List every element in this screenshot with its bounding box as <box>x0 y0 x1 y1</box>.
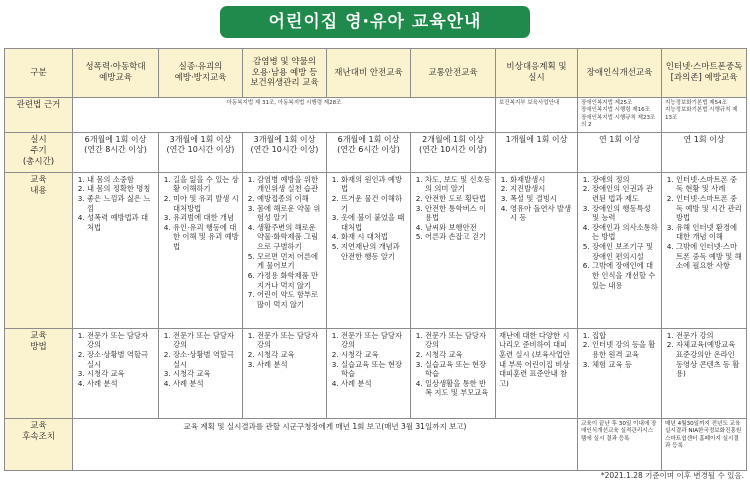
list-item: 3. 장애인의 행동특성 및 능력 <box>592 204 658 223</box>
followup-row-label: 교육 후속조치 <box>5 418 73 470</box>
method-row-label: 교육 방법 <box>5 328 73 418</box>
column-header: 비상대응계획 및 실시 <box>496 49 578 98</box>
list-item: 4. 장애인과 의사소통하는 방법 <box>592 223 658 242</box>
item-list <box>162 175 239 252</box>
list-item: 7. 어린이 약도 함부로 많이 먹지 않기 <box>257 290 323 309</box>
period-cell: 연 1회 이상 <box>578 132 662 172</box>
list-item: 3. 몸에 해로운 약물 위험성 알기 <box>257 204 323 223</box>
list-item: 4. 영유아 돌연사 발생시 등 <box>510 204 574 223</box>
list-item: 4. 성폭력 예방법과 대처법 <box>87 213 155 232</box>
list-item: 2. 내 몸의 정확한 명칭 <box>87 184 155 194</box>
list-item: 2. 미아 및 유괴 발생 시 대처방법 <box>173 194 239 213</box>
content-cell <box>578 172 662 328</box>
list-item: 2. 장소·상황별 역할극 실시 <box>87 350 155 369</box>
list-item: 4. 화재 시 대처법 <box>341 232 407 242</box>
list-item: 3. 시청각 교육 <box>87 369 155 379</box>
list-item: 2. 시청각 교육 <box>257 350 323 360</box>
content-cell <box>411 172 496 328</box>
item-list <box>414 331 492 398</box>
method-cell <box>327 328 411 418</box>
column-header: 감염병 및 약물의 오용·남용 예방 등 보건위생관리 교육 <box>243 49 327 98</box>
list-item: 2. 예방접종의 이해 <box>257 194 323 204</box>
followup-disability: 교육이 끝난 후 30일 이내에 장애인식개선교육 실적관리시스템에 실시 결과 등록 <box>578 418 662 470</box>
item-list <box>330 175 407 262</box>
list-item: 3. 안전한 통학버스 이용법 <box>425 204 492 223</box>
list-item: 4. 생활주변의 해로운 약물·화학제품 그림으로 구별하기 <box>257 223 323 252</box>
column-header: 인터넷·스마트폰중독 [과의존] 예방교육 <box>662 49 747 98</box>
column-header: 장애인식개선교육 <box>578 49 662 98</box>
list-item: 4. 일상생활을 통한 반복 지도 및 부모교육 <box>425 379 492 398</box>
item-list <box>581 331 658 370</box>
list-item: 3. 사례 분석 <box>257 360 323 370</box>
list-item: 4. 사례 분석 <box>173 379 239 389</box>
list-item: 1. 내 몸의 소중함 <box>87 175 155 185</box>
period-cell: 3개월에 1회 이상 (연간 10시간 이상) <box>159 132 243 172</box>
method-cell <box>159 328 243 418</box>
method-cell <box>411 328 496 418</box>
list-item: 2. 장소·상황별 역할극 실시 <box>173 350 239 369</box>
list-item: 1. 화재의 원인과 예방법 <box>341 175 407 194</box>
list-item: 2. 자체교육(예방교육 표준강의안 온라인 동영상 콘텐츠 등 활용) <box>676 340 743 379</box>
list-item: 5. 모르면 먼저 어른에게 물어보기 <box>257 252 323 271</box>
list-item: 2. 시청각 교육 <box>425 350 492 360</box>
list-item: 2. 시청각 교육 <box>341 350 407 360</box>
list-item: 1. 전문가 또는 담당자 강의 <box>257 331 323 350</box>
content-cell <box>159 172 243 328</box>
education-table <box>4 48 747 471</box>
list-item: 4. 그밖에 인터넷·스마트폰 중독 예방 및 해소에 필요한 사항 <box>676 242 743 271</box>
legal-main: 아동복지법 제 31조, 아동복지법 시행령 제28조 <box>73 98 496 133</box>
content-cell <box>327 172 411 328</box>
period-row-label: 실시 주기 (총시간) <box>5 132 73 172</box>
list-item: 3. 옷에 불이 붙었을 때 대처법 <box>341 213 407 232</box>
list-item: 4. 사례 분석 <box>87 379 155 389</box>
list-item: 1. 차도, 보도 및 신호등의 의미 알기 <box>425 175 492 194</box>
list-item: 4. 날씨와 보행안전 <box>425 223 492 233</box>
method-cell <box>496 328 578 418</box>
list-item: 4. 유인·유괴 행동에 대한 이해 및 유괴 예방법 <box>173 223 239 252</box>
column-header: 성폭력·아동학대 예방교육 <box>73 49 159 98</box>
legal-emergency: 보건복지부 보육사업안내 <box>496 98 578 133</box>
column-header: 실종·유괴의 예방·방지교육 <box>159 49 243 98</box>
list-item: 1. 전문가 또는 담당자 강의 <box>87 331 155 350</box>
period-cell: 6개월에 1회 이상 (연간 6시간 이상) <box>327 132 411 172</box>
list-item: 2. 장애인의 인권과 관련된 법과 제도 <box>592 184 658 203</box>
list-item: 2. 인터넷 강의 등을 활용한 원격 교육 <box>592 340 658 359</box>
list-item: 2. 인터넷·스마트폰 중독 예방 및 시간 관리 방법 <box>676 194 743 223</box>
item-list <box>414 175 492 242</box>
method-cell <box>243 328 327 418</box>
content-row <box>5 172 747 328</box>
footnote: *2021.1.28 기준이며 이후 변경될 수 있음. <box>600 471 744 480</box>
legal-disability: 장애인복지법 제25조 장애인복지법 시행령 제16조 장애인복지법 시행규칙 제23조의 2 <box>578 98 662 133</box>
item-list <box>665 331 743 379</box>
item-list <box>76 175 155 233</box>
list-item: 1. 장애의 정의 <box>592 175 658 185</box>
list-item: 5. 지연재난의 개념과 안전한 행동 알기 <box>341 242 407 261</box>
content-cell <box>496 172 578 328</box>
method-cell <box>73 328 159 418</box>
list-item: 1. 화재발생시 <box>510 175 574 185</box>
list-item: 3. 체험 교육 등 <box>592 360 658 370</box>
column-header: 교통안전교육 <box>411 49 496 98</box>
category-header: 구분 <box>5 49 73 98</box>
list-item: 5. 장애인 보조기구 및 장애인 편의시설 <box>592 242 658 261</box>
list-item: 2. 지진발생시 <box>510 184 574 194</box>
item-list <box>665 175 743 271</box>
item-list <box>162 331 239 389</box>
column-header: 재난대비 안전교육 <box>327 49 411 98</box>
list-item: 5. 어른과 손잡고 걷기 <box>425 232 492 242</box>
list-item: 1. 길을 잃을 수 있는 상황 이해하기 <box>173 175 239 194</box>
period-cell: 1개월에 1회 이상 <box>496 132 578 172</box>
list-item: 3. 시청각 교육 <box>173 369 239 379</box>
list-item: 6. 가정용 화학제품 만지거나 먹지 않기 <box>257 271 323 290</box>
list-item: 2. 뜨거운 물건 이해하기 <box>341 194 407 213</box>
list-item: 1. 인터넷·스마트폰 중독 현황 및 사례 <box>676 175 743 194</box>
list-item: 3. 실습교육 또는 현장학습 <box>425 360 492 379</box>
legal-row-label: 관련법 근거 <box>5 98 73 133</box>
list-item: 재난에 대한 다양한 시나리오 준비하여 대피훈련 실시 (보육사업안내 부록 어린이집 비상대피훈련 표준안내 참고) <box>499 330 570 388</box>
content-cell <box>662 172 747 328</box>
page-title: 어린이집 영·유아 교육안내 <box>220 6 530 38</box>
list-item: 4. 사례 분석 <box>341 379 407 389</box>
list-item: 1. 감염병 예방을 위한 개인위생 실천 습관 <box>257 175 323 194</box>
list-item: 3. 좋은 느낌과 싫은 느낌 <box>87 194 155 213</box>
list-item: 3. 유해 인터넷 환경에 대한 개념 이해 <box>676 223 743 242</box>
period-cell: 6개월에 1회 이상 (연간 8시간 이상) <box>73 132 159 172</box>
content-cell <box>73 172 159 328</box>
followup-internet: 매년 4월30일까지 전년도 교육실시결과 NIA한국정보화진흥원 스마트쉼센터 홈페이지 실시결과 등록 <box>662 418 747 470</box>
period-cell: 3개월에 1회 이상 (연간 10시간 이상) <box>243 132 327 172</box>
period-row <box>5 132 747 172</box>
legal-internet: 지능정보화기본법 제54조 지능정보화기본법 시행규칙 제13조 <box>662 98 747 133</box>
item-list <box>499 331 574 389</box>
followup-main: 교육 계획 및 실시결과를 관할 시군구청장에게 매년 1회 보고(매년 3월 31일까지 보고) <box>73 418 578 470</box>
method-cell <box>662 328 747 418</box>
list-item: 3. 실습교육 또는 현장학습 <box>341 360 407 379</box>
period-cell: 연 1회 이상 <box>662 132 747 172</box>
content-cell <box>243 172 327 328</box>
list-item: 1. 전문가 또는 담당자 강의 <box>425 331 492 350</box>
legal-row <box>5 98 747 133</box>
list-item: 1. 집합 <box>592 331 658 341</box>
content-row-label: 교육 내용 <box>5 172 73 328</box>
item-list <box>246 175 323 310</box>
item-list <box>246 331 323 370</box>
list-item: 6. 그밖에 장애인에 대한 인식을 개선할 수 있는 내용 <box>592 261 658 290</box>
item-list <box>330 331 407 389</box>
list-item: 2. 안전한 도로 횡단법 <box>425 194 492 204</box>
list-item: 1. 전문가 강의 <box>676 331 743 341</box>
method-cell <box>578 328 662 418</box>
item-list <box>76 331 155 389</box>
list-item: 3. 유괴범에 대한 개념 <box>173 213 239 223</box>
followup-row <box>5 418 747 470</box>
period-cell: 2개월에 1회 이상 (연간 10시간 이상) <box>411 132 496 172</box>
item-list <box>499 175 574 223</box>
item-list <box>581 175 658 291</box>
header-row <box>5 49 747 98</box>
list-item: 1. 전문가 또는 담당자 강의 <box>173 331 239 350</box>
method-row <box>5 328 747 418</box>
list-item: 3. 폭설 및 결빙시 <box>510 194 574 204</box>
list-item: 1. 전문가 또는 담당자 강의 <box>341 331 407 350</box>
